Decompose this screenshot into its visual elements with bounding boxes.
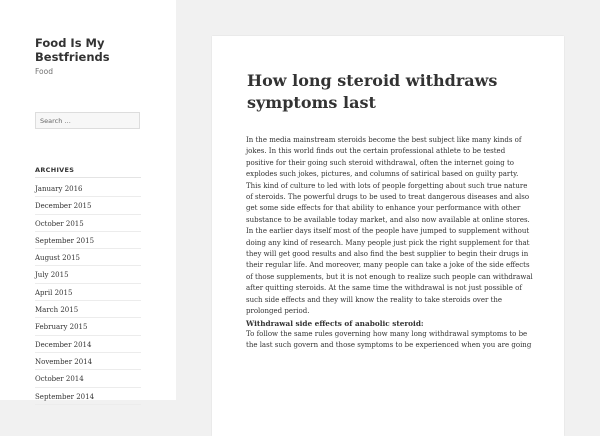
archive-link[interactable]: September 2015 — [35, 232, 141, 249]
post-paragraph: In the media mainstream steroids become the best subject like many kinds of jokes. In this world finds out the certain professional athlete to be tested positive for their going such steroid withdrawal, often the internet going to explodes such jokes, pictures, and columns of satirical based on guilty party. This kind of culture to led with lots of people forgetting about such true nature of steroids. The powerful drugs to be used to treat dangerous diseases and also get some side effects for that ability to enhance your performance with other substance to be available today market, and also now available at online stores. In the earlier days itself most of the people have jumped to supplement without doing any kind of research. Many people just pick the right supplement for that they will get good results and also find the best supplier to begin their drugs in their regular life. And moreover, many people can take a joke of the side effects of those supplements, but it is not enough to realize such people can withdrawal after quitting steroids. At the same time the withdrawal is not just possible of such side effects and they will know the reality to take steroids over the prolonged period. — [246, 136, 533, 316]
archive-link[interactable]: April 2015 — [35, 284, 141, 301]
post-content — [246, 135, 534, 352]
archive-link[interactable]: October 2015 — [35, 215, 141, 232]
search-input[interactable] — [35, 112, 140, 129]
site-description: Food — [35, 67, 53, 76]
sidebar — [0, 0, 176, 400]
archives-heading: ARCHIVES — [35, 166, 75, 174]
post-paragraph: To follow the same rules governing how many long withdrawal symptoms to be the last such govern and those symptoms to be experienced when you are going — [246, 329, 532, 350]
archive-link[interactable]: November 2014 — [35, 353, 141, 370]
archives-divider — [35, 177, 141, 178]
archive-link[interactable]: July 2015 — [35, 266, 141, 283]
archive-link[interactable]: September 2014 — [35, 388, 141, 405]
archive-link[interactable]: August 2015 — [35, 249, 141, 266]
archive-link[interactable]: February 2015 — [35, 318, 141, 335]
post-card — [212, 36, 564, 436]
post-title[interactable]: How long steroid withdraws symptoms last — [247, 71, 498, 112]
archive-link[interactable]: January 2016 — [35, 180, 141, 197]
archive-link[interactable]: December 2015 — [35, 197, 141, 214]
archive-link[interactable]: December 2014 — [35, 336, 141, 353]
site-title-link[interactable]: Food Is My Bestfriends — [35, 36, 110, 64]
post-subheading: Withdrawal side effects of anabolic steroid: — [246, 318, 424, 328]
archives-list — [35, 180, 141, 405]
archive-link[interactable]: March 2015 — [35, 301, 141, 318]
archive-link[interactable]: October 2014 — [35, 370, 141, 387]
